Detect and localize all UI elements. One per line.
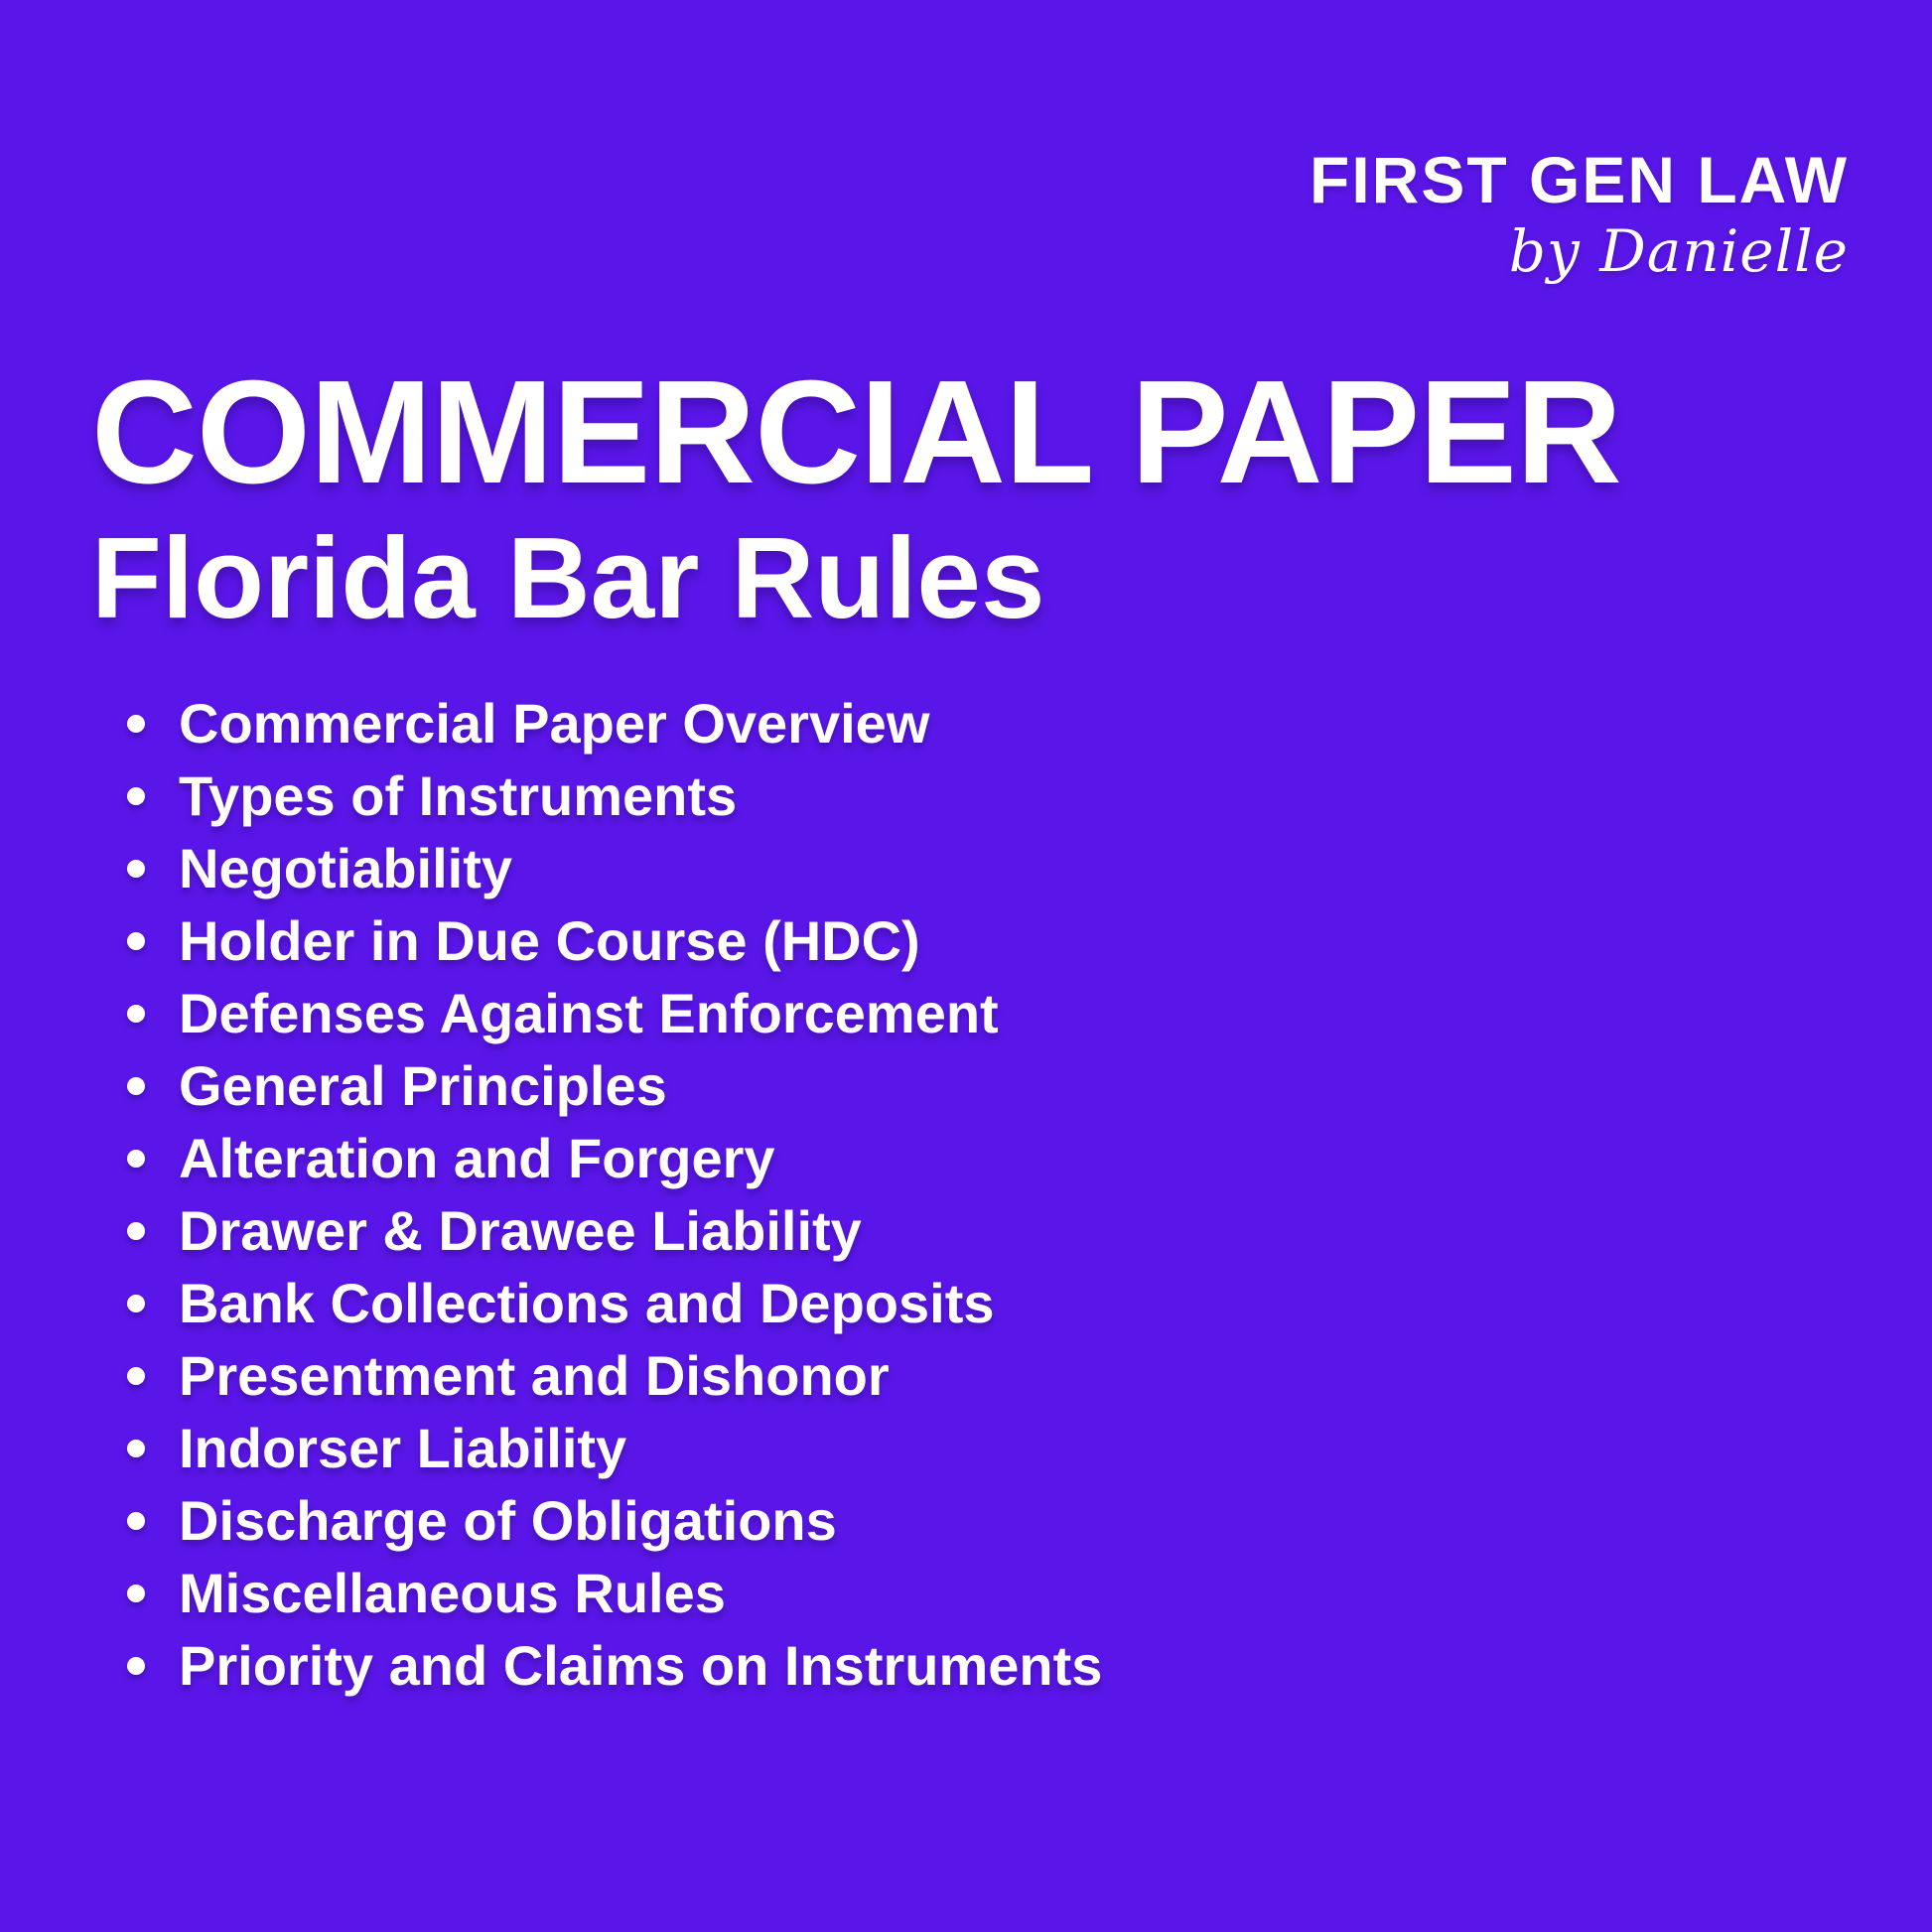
bullet-icon <box>127 1150 145 1168</box>
bullet-icon <box>127 1005 145 1023</box>
list-item <box>127 759 1102 832</box>
bullet-icon <box>127 1077 145 1095</box>
list-item <box>127 1339 1102 1412</box>
list-item <box>127 1194 1102 1267</box>
bullet-icon <box>127 1440 145 1457</box>
bullet-icon <box>127 787 145 805</box>
bullet-icon <box>127 860 145 878</box>
list-item-label: Alteration and Forgery <box>179 1127 775 1189</box>
list-item <box>127 977 1102 1049</box>
list-item-label: General Principles <box>179 1054 667 1117</box>
page-subtitle: Florida Bar Rules <box>91 513 1045 642</box>
list-item <box>127 1049 1102 1122</box>
list-item-label: Negotiability <box>179 837 513 899</box>
heading-block <box>91 350 1621 642</box>
bullet-icon <box>127 715 145 733</box>
list-item-label: Priority and Claims on Instruments <box>179 1634 1103 1697</box>
bullet-icon <box>127 1585 145 1602</box>
list-item <box>127 832 1102 904</box>
brand-title: FIRST GEN LAW <box>1310 143 1849 216</box>
bullet-icon <box>127 1222 145 1240</box>
list-item-label: Discharge of Obligations <box>179 1489 837 1552</box>
list-item-label: Drawer & Drawee Liability <box>179 1199 862 1262</box>
bullet-icon <box>127 1295 145 1312</box>
bullet-icon <box>127 1367 145 1385</box>
list-item-label: Indorser Liability <box>179 1417 627 1479</box>
list-item-label: Miscellaneous Rules <box>179 1562 726 1624</box>
list-item <box>127 904 1102 977</box>
page-title: COMMERCIAL PAPER <box>91 350 1621 514</box>
list-item <box>127 1122 1102 1194</box>
list-item <box>127 1267 1102 1339</box>
list-item-label: Presentment and Dishonor <box>179 1344 890 1407</box>
bullet-icon <box>127 1657 145 1675</box>
bullet-icon <box>127 932 145 950</box>
topics-list <box>127 687 1102 1702</box>
list-item <box>127 1557 1102 1629</box>
list-item-label: Bank Collections and Deposits <box>179 1272 995 1334</box>
list-item <box>127 1629 1102 1702</box>
bullet-icon <box>127 1512 145 1530</box>
list-item-label: Holder in Due Course (HDC) <box>179 909 920 972</box>
list-item <box>127 1484 1102 1557</box>
list-item <box>127 1412 1102 1484</box>
list-item-label: Defenses Against Enforcement <box>179 982 999 1044</box>
brand-byline: by Danielle <box>1508 217 1849 285</box>
brand-logo <box>1310 143 1849 285</box>
list-item-label: Commercial Paper Overview <box>179 692 930 755</box>
list-item <box>127 687 1102 759</box>
list-item-label: Types of Instruments <box>179 764 738 827</box>
